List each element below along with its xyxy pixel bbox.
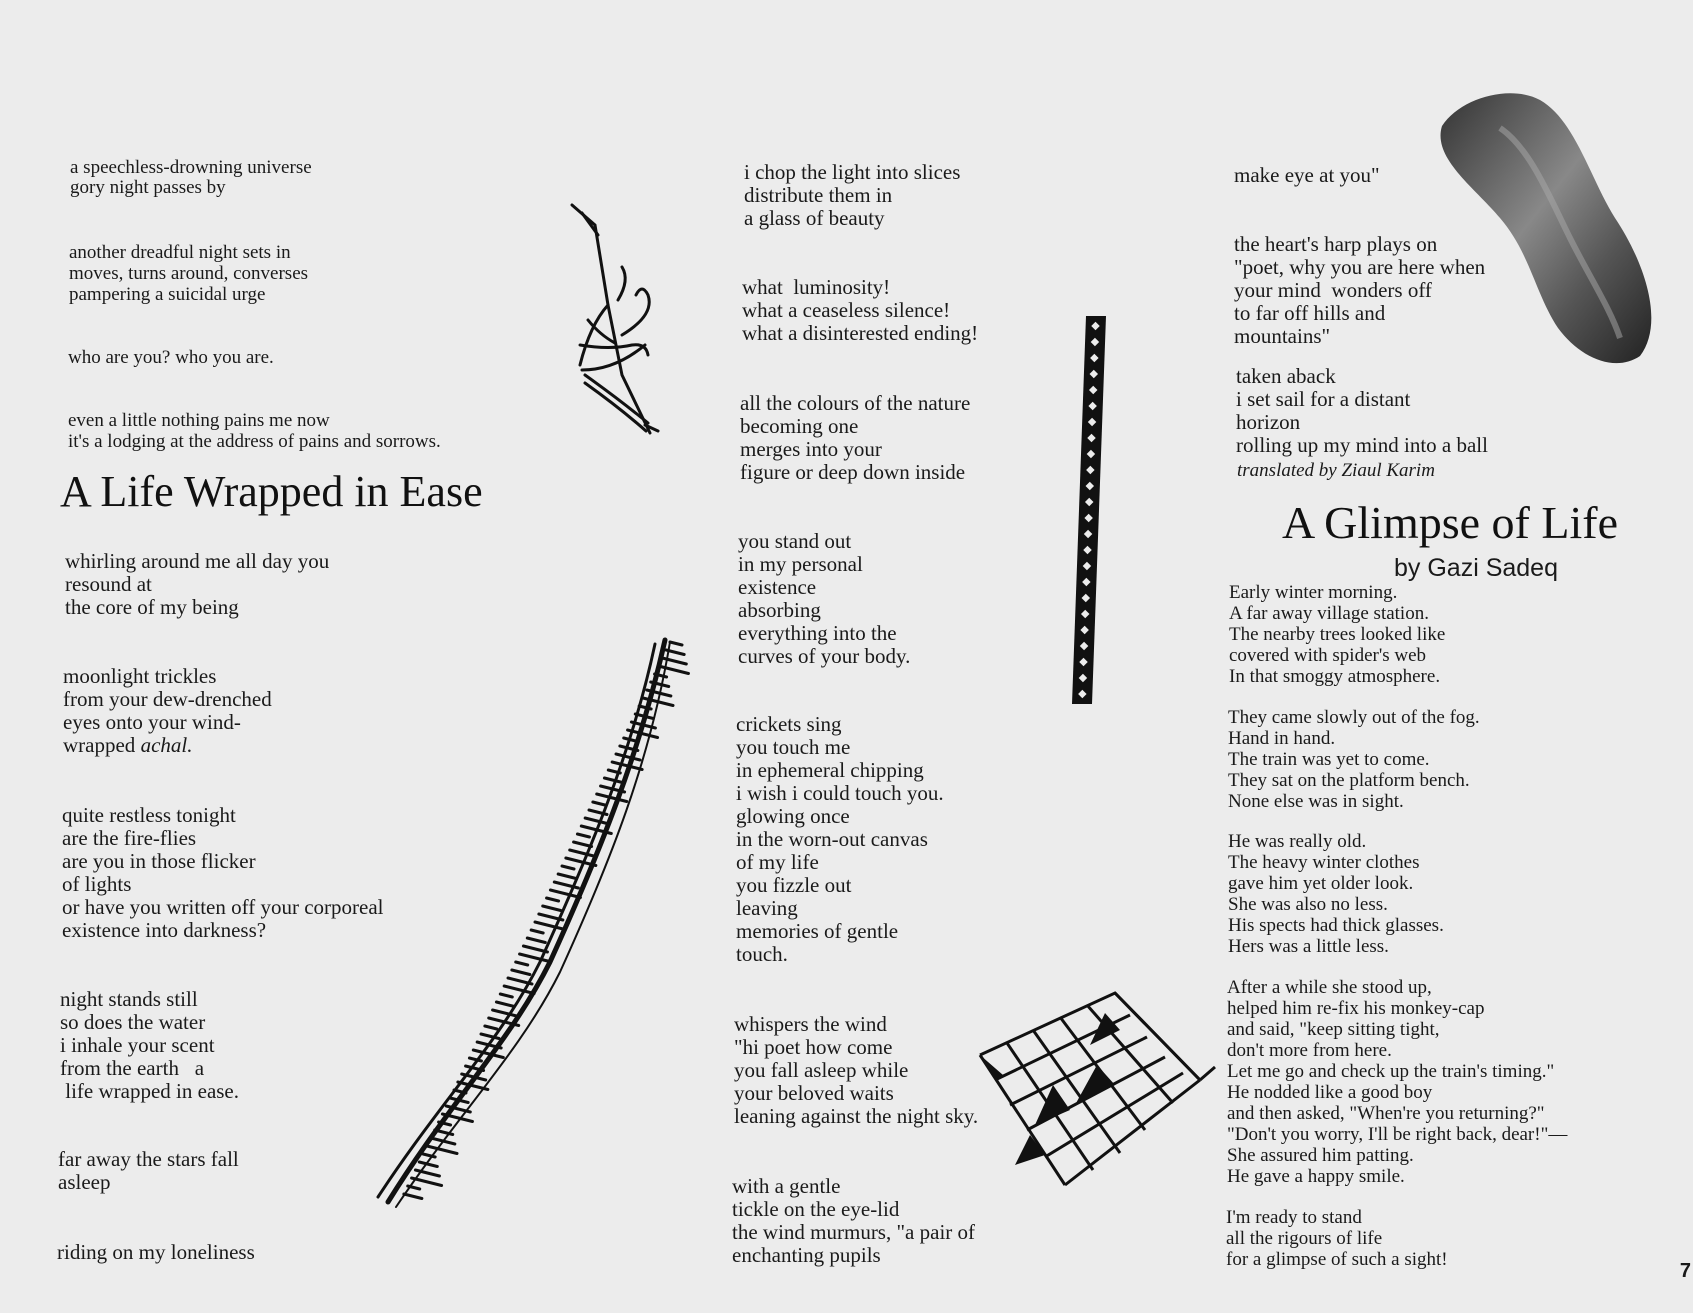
poem-title: A Life Wrapped in Ease (60, 467, 483, 516)
story-paragraph: Early winter morning. A far away village station. The nearby trees looked like covered with spider's web In that smoggy atmosphere. (1229, 582, 1446, 687)
story-paragraph: After a while she stood up, helped him re-fix his monkey-cap and said, "keep sitting tight, don't more from here. Let me go and check up the train's timing." He nodded like a good boy and then asked, "When're you returning?" "Don't you worry, I'll be right back, dear!"— She assured him patting. He gave a happy smile. (1227, 977, 1568, 1187)
twig-illustration (560, 195, 680, 455)
story-paragraph: They came slowly out of the fog. Hand in hand. The train was yet to come. They sat on the platform bench. None else was in sight. (1228, 707, 1480, 812)
page-number: 7 (1679, 1260, 1691, 1282)
story-paragraph: He was really old. The heavy winter clothes gave him yet older look. She was also no less. His spects had thick glasses. Hers was a little less. (1228, 831, 1444, 957)
feather-illustration (370, 632, 715, 1212)
poem-stanza: whirling around me all day you resound at the core of my being (65, 549, 330, 619)
poem-stanza: a speechless-drowning universe gory night passes by (70, 157, 312, 198)
poem-stanza: whispers the wind "hi poet how come you fall asleep while your beloved waits leaning against the night sky. (734, 1012, 979, 1128)
poem-stanza: what luminosity! what a ceaseless silence! what a disinterested ending! (742, 275, 979, 345)
poem-stanza: who are you? who you are. (68, 347, 274, 368)
poem-stanza: quite restless tonight are the fire-flies are you in those flicker of lights or have you written off your corporeal existence into darkness? (62, 803, 384, 942)
poem-stanza: riding on my loneliness (57, 1240, 255, 1264)
poem-stanza: i chop the light into slices distribute them in a glass of beauty (744, 160, 961, 230)
poem-stanza: taken aback i set sail for a distant horizon rolling up my mind into a ball (1236, 364, 1488, 457)
poem-stanza: you stand out in my personal existence absorbing everything into the curves of your body. (738, 529, 911, 668)
poem-stanza: night stands still so does the water i inhale your scent from the earth a life wrapped in ease. (60, 987, 240, 1103)
poem-stanza: even a little nothing pains me now it's a lodging at the address of pains and sorrows. (68, 410, 441, 452)
italic-word: achal. (140, 733, 193, 757)
story-title: A Glimpse of Life (1282, 497, 1618, 548)
poem-stanza: the heart's harp plays on "poet, why you are here when your mind wonders off to far off hills and mountains" (1234, 232, 1486, 348)
poem-stanza: another dreadful night sets in moves, turns around, converses pampering a suicidal urge (69, 242, 309, 305)
poem-stanza: make eye at you" (1234, 163, 1380, 187)
poem-stanza: with a gentle tickle on the eye-lid the wind murmurs, "a pair of enchanting pupils (732, 1174, 976, 1267)
poem-stanza: crickets sing you touch me in ephemeral chipping i wish i could touch you. glowing once in the worn-out canvas of my life you fizzle out leaving memories of gentle touch. (736, 712, 944, 966)
story-paragraph: I'm ready to stand all the rigours of life for a glimpse of such a sight! (1226, 1207, 1448, 1270)
poem-stanza: moonlight trickles from your dew-drenched eyes onto your wind- wrapped achal. (63, 664, 272, 757)
poem-stanza: all the colours of the nature becoming one merges into your figure or deep down inside (740, 391, 971, 484)
translator-credit: translated by Ziaul Karim (1237, 460, 1435, 481)
story-byline: by Gazi Sadeq (1394, 554, 1558, 582)
textured-image-blob (1440, 88, 1660, 368)
poem-stanza: far away the stars fall asleep (58, 1147, 239, 1194)
pole-illustration (1062, 312, 1122, 712)
grid-illustration (975, 985, 1225, 1195)
